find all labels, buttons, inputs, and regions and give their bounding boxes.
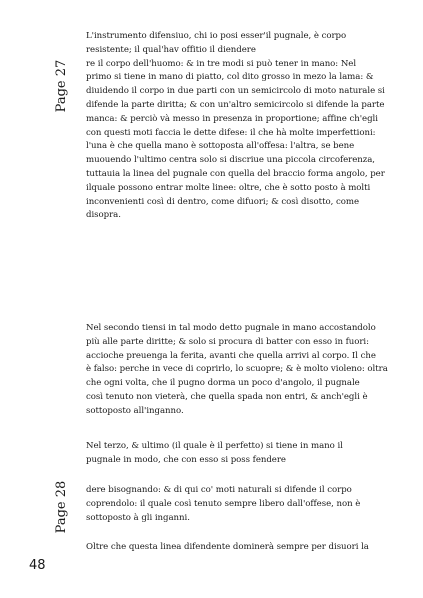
paragraph-3 (86, 440, 392, 468)
text-line: sottoposto all'inganno. (86, 405, 184, 416)
text-line: disopra. (86, 210, 121, 221)
text-line: così tenuto non vieterà, che quella spada non entri, & anch'egli è (86, 391, 368, 402)
text-line: diuidendo il corpo in due parti con un semicircolo di moto naturale si (86, 86, 385, 97)
text-line: manca: & perciò và messo in presenza in proportione; affine ch'egli (86, 113, 378, 124)
text-line: primo si tiene in mano di piatto, col dito grosso in mezo la lama: & (86, 72, 374, 83)
text-line: pugnale in modo, che con esso si poss fendere (86, 454, 286, 465)
text-line: Nel terzo, & ultimo (il quale è il perfetto) si tiene in mano il (86, 441, 343, 451)
paragraph-2 (86, 322, 392, 419)
page-number: 48 (29, 558, 46, 573)
text-line: inconvenienti così di dentro, come difuori; & così disotto, come (86, 196, 359, 207)
text-line: L'instrumento difensiuo, chi io posi esser'il pugnale, è corpo (86, 31, 347, 41)
text-line: con questi moti faccia le dette difese: il che hà molte imperfettioni: (86, 127, 376, 138)
text-line: coprendolo: il quale così tenuto sempre libero dall'offese, non è (86, 498, 361, 509)
text-line: resistente; il qual'hav offitio il diendere (86, 44, 256, 55)
text-line: ilquale possono entrar molte linee: oltre, che è sotto posto à molti (86, 182, 371, 193)
text-line: muouendo l'ultimo centra solo si discriue una piccola circoferenza, (86, 155, 375, 166)
text-line: più alle parte diritte; & solo si procura di batter con esso in fuori: (86, 336, 369, 347)
text-line: tuttauia la linea del pugnale con quella del braccio forma angolo, per (86, 168, 385, 179)
paragraph-5 (86, 541, 392, 555)
text-line: che ogni volta, che il pugno dorma un poco d'angolo, il pugnale (86, 378, 360, 389)
margin-note-page-28: Page 28 (54, 480, 69, 534)
text-line: l'una è che quella mano è sottoposta all'offesa: l'altra, se bene (86, 141, 355, 152)
text-line: sottoposto à gli inganni. (86, 512, 190, 523)
paragraph-4 (86, 484, 392, 525)
text-line: è falso: perche in vece di coprirlo, lo scuopre; & è molto violeno: oltra (86, 364, 388, 375)
paragraph-1 (86, 30, 392, 223)
text-line: Nel secondo tiensi in tal modo detto pugnale in mano accostandolo (86, 323, 376, 333)
text-line: accioche preuenga la ferita, avanti che quella arrivi al corpo. Il che (86, 350, 376, 361)
text-line: dere bisognando: & di qui co' moti naturali si difende il corpo (86, 485, 352, 495)
text-line: difende la parte diritta; & con un'altro semicircolo si difende la parte (86, 99, 385, 110)
margin-note-page-27: Page 27 (54, 59, 69, 113)
text-line: re il corpo dell'huomo: & in tre modi si può tener in mano: Nel (86, 58, 357, 69)
text-line: Oltre che questa linea difendente dominerà sempre per disuori la (86, 542, 369, 552)
